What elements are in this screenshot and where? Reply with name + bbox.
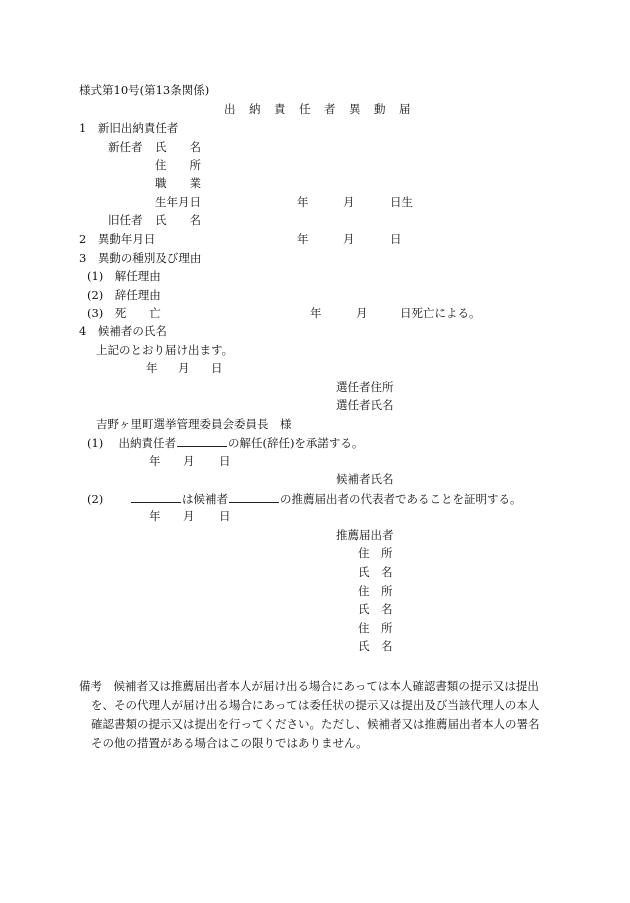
date-month-unit: 月 <box>178 361 190 375</box>
appointer-name-label: 選任者氏名 <box>336 398 394 412</box>
recommenders-heading: 推薦届出者 <box>336 528 394 542</box>
certify-candidate-blank <box>229 491 279 503</box>
consent-prefix: 出納責任者 <box>118 436 176 450</box>
consent-suffix: の解任(辞任)を承諾する。 <box>227 436 364 450</box>
consent-day-unit: 日 <box>219 454 231 468</box>
death-month-unit: 月 <box>356 306 368 320</box>
section2-heading: 2 異動年月日 <box>79 232 156 246</box>
death-year-unit: 年 <box>310 306 322 320</box>
recommender1-name-label: 氏 名 <box>358 565 393 579</box>
death-day-text: 日死亡による。 <box>400 306 481 320</box>
certify-day-unit: 日 <box>219 509 231 523</box>
remarks-block <box>79 677 559 753</box>
declaration-text: 上記のとおり届け出ます。 <box>96 343 234 357</box>
old-officer-label: 旧任者 <box>108 213 143 227</box>
consent-line <box>87 435 363 450</box>
remarks-line-4: その他の措置がある場合はこの限りではありません。 <box>91 736 368 750</box>
resignation-reason-label: (2) 辞任理由 <box>87 288 161 302</box>
remarks-line-3: 確認書類の提示又は提出を行ってください。ただし、候補者又は推薦届出者本人の署名 <box>91 717 540 731</box>
certify-year-unit: 年 <box>149 509 161 523</box>
certify-month-unit: 月 <box>183 509 195 523</box>
section1-heading: 1 新旧出納責任者 <box>79 121 179 135</box>
change-month-unit: 月 <box>343 232 355 246</box>
candidate-name-label: 候補者氏名 <box>336 472 394 486</box>
recommender2-name-label: 氏 名 <box>358 602 393 616</box>
new-officer-label: 新任者 <box>108 140 143 154</box>
certify-line <box>87 491 521 506</box>
remarks-line-2: を、その代理人が届け出る場合にあっては委任状の提示又は提出及び当該代理人の本人 <box>91 698 540 712</box>
old-officer-name-label: 氏 名 <box>155 213 201 227</box>
recommender3-address-label: 住 所 <box>358 621 393 635</box>
appointer-address-label: 選任者住所 <box>336 380 394 394</box>
section3-heading: 3 異動の種別及び理由 <box>79 251 202 265</box>
change-day-unit: 日 <box>390 232 402 246</box>
consent-number: (1) <box>87 436 104 450</box>
certify-officer-blank <box>131 491 181 503</box>
new-officer-name-label: 氏 名 <box>155 140 201 154</box>
addressee: 吉野ヶ里町選挙管理委員会委員長 様 <box>96 417 292 431</box>
certify-part2: の推薦届出者の代表者であることを証明する。 <box>279 492 522 506</box>
certify-part1: は候補者 <box>181 492 228 506</box>
remarks-line-1: 候補者又は推薦届出者本人が届け出る場合にあっては本人確認書類の提示又は提出 <box>113 679 539 693</box>
date-day-unit: 日 <box>211 361 223 375</box>
recommender2-address-label: 住 所 <box>358 584 393 598</box>
birth-month-unit: 月 <box>343 195 355 209</box>
remarks-label: 備考 <box>79 679 102 693</box>
new-officer-birthdate-label: 生年月日 <box>155 195 201 209</box>
consent-officer-blank <box>177 435 227 447</box>
section4-heading: 4 候補者の氏名 <box>79 324 167 338</box>
form-title: 出 納 責 任 者 異 動 届 <box>224 102 412 116</box>
certify-number: (2) <box>87 492 104 506</box>
birth-year-unit: 年 <box>297 195 309 209</box>
recommender3-name-label: 氏 名 <box>358 639 393 653</box>
consent-year-unit: 年 <box>149 454 161 468</box>
new-officer-address-label: 住 所 <box>155 158 201 172</box>
consent-month-unit: 月 <box>183 454 195 468</box>
form-number-label: 様式第10号(第13条関係) <box>79 83 210 97</box>
change-year-unit: 年 <box>297 232 309 246</box>
date-year-unit: 年 <box>146 361 158 375</box>
recommender1-address-label: 住 所 <box>358 546 393 560</box>
birth-day-unit: 日生 <box>390 195 413 209</box>
dismissal-reason-label: (1) 解任理由 <box>87 269 161 283</box>
death-label: (3) 死 亡 <box>87 306 161 320</box>
new-officer-occupation-label: 職 業 <box>155 176 201 190</box>
